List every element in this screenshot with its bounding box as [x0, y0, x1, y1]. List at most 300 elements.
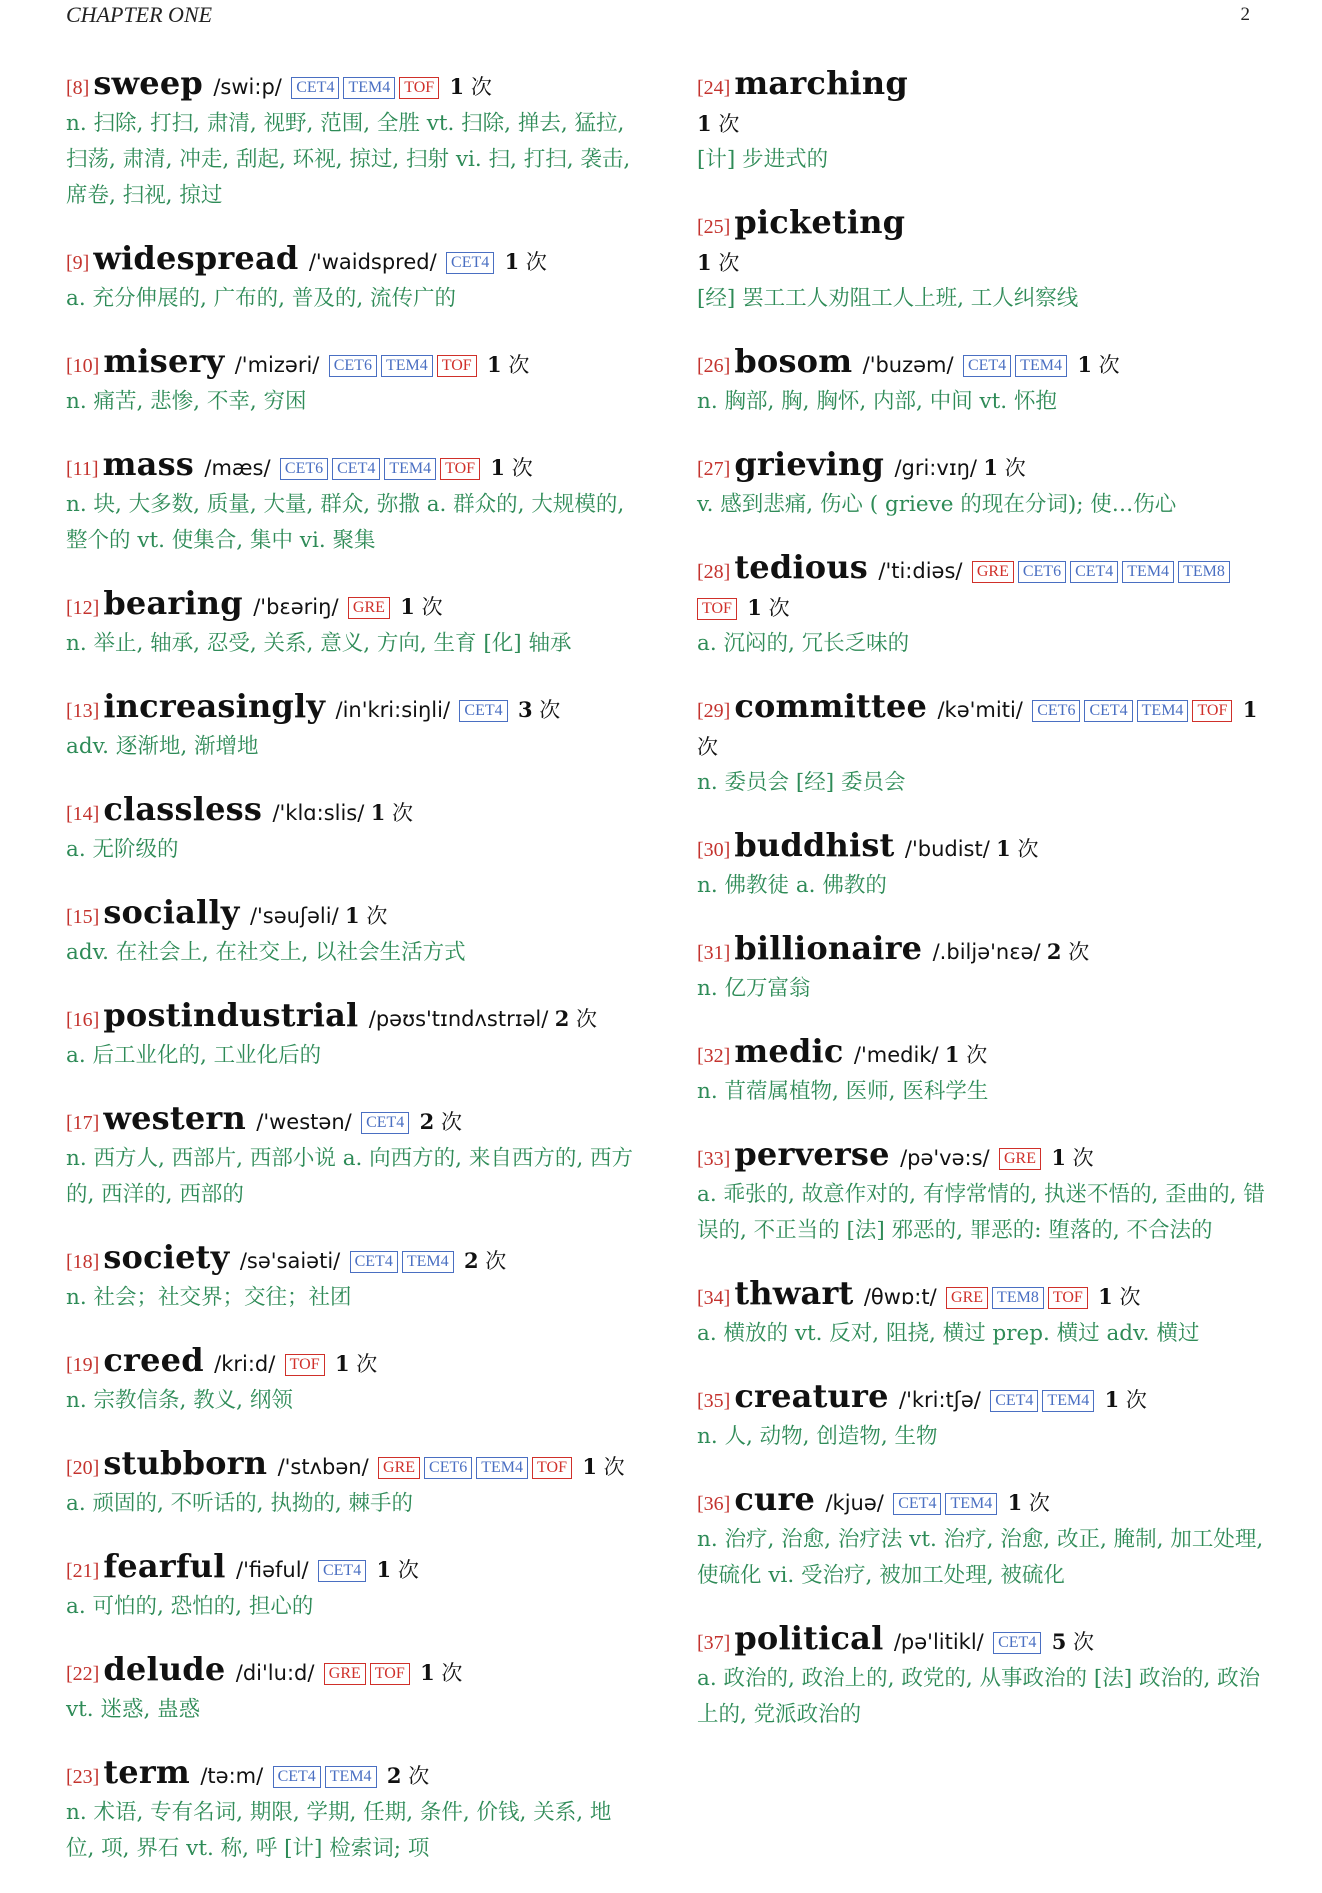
entry-definition: n. 术语, 专有名词, 期限, 学期, 任期, 条件, 价钱, 关系, 地位, 项, 界石 vt. 称, 呼 [计] 检索词; 项	[66, 1800, 612, 1861]
count-number: 1	[1077, 352, 1092, 377]
entry-definition: a. 可怕的, 恐怕的, 担心的	[66, 1594, 314, 1619]
exam-tag: TOF	[1192, 700, 1232, 722]
count-unit: 次	[966, 1043, 988, 1067]
entry-definition: a. 政治的, 政治上的, 政党的, 从事政治的 [法] 政治的, 政治上的, 党派政治的	[697, 1666, 1261, 1727]
vocab-entry	[66, 1445, 636, 1522]
entry-headline	[66, 1651, 636, 1692]
count-unit: 次	[525, 250, 547, 274]
entry-phonetic: /'budist/	[904, 837, 990, 861]
count-unit: 次	[1028, 1491, 1050, 1515]
exam-tag: TEM4	[476, 1457, 528, 1479]
entry-word: bearing	[103, 584, 243, 622]
exam-tag: CET4	[318, 1560, 366, 1582]
exam-tags	[893, 1491, 1001, 1515]
count-number: 2	[419, 1109, 435, 1134]
exam-tags	[999, 1146, 1045, 1170]
entry-phonetic: /gri:vɪŋ/	[894, 456, 978, 480]
entry-index: [37]	[697, 1632, 731, 1654]
entry-index: [11]	[66, 458, 99, 480]
count-number: 1	[996, 836, 1011, 861]
entry-index: [28]	[697, 561, 731, 583]
vocab-entry	[697, 446, 1269, 523]
count-unit: 次	[1098, 353, 1120, 377]
count-unit: 次	[1017, 837, 1039, 861]
vocab-entry	[66, 1754, 636, 1867]
vocab-entry	[697, 930, 1269, 1007]
vocab-entry	[66, 585, 636, 662]
count-unit: 次	[511, 456, 533, 480]
count-number: 1	[582, 1454, 597, 1479]
entry-word: creed	[103, 1341, 204, 1379]
occurrence-count	[945, 1043, 987, 1067]
exam-tag: TOF	[437, 355, 477, 377]
entry-definition: vt. 迷惑, 蛊惑	[66, 1697, 201, 1722]
entry-headline	[697, 688, 1269, 765]
count-number: 1	[370, 800, 386, 825]
vocab-entry	[66, 1651, 636, 1728]
exam-tag: TOF	[370, 1663, 410, 1685]
occurrence-count	[1098, 1285, 1140, 1309]
exam-tag: GRE	[972, 561, 1014, 583]
entry-definition: n. 胸部, 胸, 胸怀, 内部, 中间 vt. 怀抱	[697, 389, 1057, 414]
entry-index: [21]	[66, 1560, 100, 1582]
count-unit: 次	[366, 904, 388, 928]
exam-tags	[291, 75, 443, 99]
count-number: 1	[697, 250, 712, 275]
entry-phonetic: /kri:d/	[214, 1352, 276, 1376]
vocab-entry	[66, 240, 636, 317]
occurrence-count	[464, 1249, 506, 1273]
count-number: 1	[1051, 1145, 1066, 1170]
entry-definition: adv. 逐渐地, 渐增地	[66, 734, 259, 759]
entry-headline	[66, 446, 636, 487]
page-header	[66, 0, 1256, 30]
entry-headline	[66, 894, 636, 935]
entry-word: western	[103, 1099, 246, 1137]
entry-phonetic: /'westən/	[256, 1110, 352, 1134]
entry-phonetic: /'bɛəriŋ/	[253, 595, 339, 619]
entry-phonetic: /'medik/	[853, 1043, 939, 1067]
exam-tag: CET6	[280, 458, 328, 480]
exam-tag: TEM4	[945, 1493, 997, 1515]
count-number: 1	[487, 352, 502, 377]
occurrence-count	[420, 1110, 462, 1134]
count-unit: 次	[356, 1352, 378, 1376]
entry-phonetic: /in'kri:siŋli/	[335, 698, 451, 722]
entry-word: fearful	[103, 1547, 226, 1585]
exam-tag: CET4	[459, 700, 507, 722]
entry-index: [23]	[66, 1766, 100, 1788]
exam-tag: CET4	[993, 1632, 1041, 1654]
entry-definition: n. 宗教信条, 教义, 纲领	[66, 1388, 293, 1413]
entry-headline	[66, 1445, 636, 1486]
entry-index: [27]	[697, 458, 731, 480]
count-unit: 次	[421, 595, 443, 619]
count-number: 5	[1051, 1629, 1067, 1654]
entry-definition: n. 人, 动物, 创造物, 生物	[697, 1424, 938, 1449]
entry-headline	[66, 240, 636, 281]
exam-tag: CET6	[1018, 561, 1066, 583]
entry-headline	[66, 791, 636, 832]
exam-tag: CET4	[1070, 561, 1118, 583]
exam-tag: GRE	[999, 1148, 1041, 1170]
count-number: 1	[400, 594, 415, 619]
entry-word: cure	[734, 1480, 816, 1518]
exam-tag: TOF	[440, 458, 480, 480]
entry-definition: adv. 在社会上, 在社交上, 以社会生活方式	[66, 940, 466, 965]
count-number: 2	[463, 1248, 479, 1273]
exam-tag: GRE	[378, 1457, 420, 1479]
entry-headline	[697, 930, 1269, 971]
exam-tags	[324, 1661, 414, 1685]
occurrence-count	[747, 596, 789, 620]
count-number: 1	[983, 455, 998, 480]
entry-phonetic: /'stʌbən/	[277, 1455, 369, 1479]
entry-word: tedious	[734, 548, 869, 586]
vocab-entry	[66, 1100, 636, 1213]
entry-phonetic: /sə'saiəti/	[239, 1249, 341, 1273]
entry-word: bosom	[734, 342, 853, 380]
entry-index: [26]	[697, 355, 731, 377]
entry-index: [20]	[66, 1457, 100, 1479]
exam-tag: CET4	[350, 1251, 398, 1273]
count-number: 1	[376, 1557, 392, 1582]
entry-phonetic: /'klɑ:slis/	[272, 801, 365, 825]
occurrence-count	[983, 456, 1025, 480]
occurrence-count	[335, 1352, 377, 1376]
count-number: 1	[697, 111, 712, 136]
occurrence-count	[450, 75, 492, 99]
occurrence-count	[996, 837, 1038, 861]
entry-phonetic: /kə'miti/	[937, 698, 1023, 722]
count-unit: 次	[1068, 940, 1090, 964]
vocab-entry	[697, 688, 1269, 801]
entry-phonetic: /'kri:tʃə/	[899, 1388, 981, 1412]
entry-definition: n. 举止, 轴承, 忍受, 关系, 意义, 方向, 生育 [化] 轴承	[66, 631, 572, 656]
entry-headline	[66, 1100, 636, 1141]
exam-tags	[329, 353, 481, 377]
entry-definition: n. 西方人, 西部片, 西部小说 a. 向西方的, 来自西方的, 西方的, 西洋的, 西部的	[66, 1146, 634, 1207]
entry-word: increasingly	[103, 687, 326, 725]
entry-index: [22]	[66, 1663, 100, 1685]
entry-index: [19]	[66, 1354, 100, 1376]
exam-tag: TEM4	[1137, 700, 1189, 722]
count-number: 1	[420, 1660, 435, 1685]
occurrence-count	[420, 1661, 462, 1685]
entry-definition: a. 横放的 vt. 反对, 阻挠, 横过 prep. 横过 adv. 横过	[697, 1321, 1200, 1346]
exam-tags	[273, 1764, 381, 1788]
vocab-entry	[66, 894, 636, 971]
exam-tag: CET4	[963, 355, 1011, 377]
count-unit: 次	[485, 1249, 507, 1273]
entry-definition: n. 扫除, 打扫, 肃清, 视野, 范围, 全胜 vt. 扫除, 掸去, 猛拉, 扫荡, 肃清, 冲走, 刮起, 环视, 掠过, 扫射 vi. 扫, 打扫, 袭击, 席卷, 扫视, 掠过	[66, 111, 631, 208]
count-unit: 次	[1073, 1630, 1094, 1654]
page-number: 2	[1240, 4, 1250, 25]
entry-headline	[697, 446, 1269, 487]
exam-tag: GRE	[324, 1663, 366, 1685]
vocab-entry	[697, 1136, 1269, 1249]
entry-phonetic: /'ti:diəs/	[878, 559, 963, 583]
occurrence-count	[505, 250, 547, 274]
entry-word: term	[103, 1753, 190, 1791]
vocab-entry	[66, 997, 636, 1074]
count-number: 1	[490, 455, 506, 480]
exam-tags	[963, 353, 1071, 377]
entry-word: perverse	[734, 1135, 890, 1173]
entry-word: delude	[103, 1650, 226, 1688]
exam-tag: TEM4	[1042, 1390, 1094, 1412]
count-unit: 次	[576, 1007, 598, 1031]
entry-index: [33]	[697, 1148, 731, 1170]
left-column	[66, 65, 636, 1893]
entry-definition: [经] 罢工工人劝阻工人上班, 工人纠察线	[697, 286, 1079, 311]
count-number: 1	[449, 74, 465, 99]
entry-phonetic: /pə'və:s/	[900, 1146, 990, 1170]
entry-index: [35]	[697, 1390, 731, 1412]
entry-definition: v. 感到悲痛, 伤心 ( grieve 的现在分词); 使…伤心	[697, 492, 1177, 517]
entry-headline	[66, 343, 636, 384]
exam-tags	[361, 1110, 413, 1134]
exam-tag: CET4	[273, 1766, 321, 1788]
entry-word: creature	[734, 1377, 889, 1415]
count-number: 1	[1007, 1490, 1023, 1515]
count-unit: 次	[1125, 1388, 1147, 1412]
entry-word: widespread	[93, 239, 299, 277]
entry-word: society	[103, 1238, 230, 1276]
count-number: 1	[1104, 1387, 1120, 1412]
vocab-entry	[697, 204, 1269, 317]
count-number: 2	[554, 1006, 570, 1031]
exam-tags	[459, 698, 511, 722]
entry-headline	[66, 688, 636, 729]
count-unit: 次	[440, 1110, 462, 1134]
occurrence-count	[371, 801, 413, 825]
entry-definition: [计] 步进式的	[697, 147, 829, 172]
entry-headline	[66, 1342, 636, 1383]
exam-tag: CET6	[424, 1457, 472, 1479]
occurrence-count	[387, 1764, 429, 1788]
entry-headline	[697, 1620, 1269, 1661]
count-number: 1	[944, 1042, 960, 1067]
entry-headline	[697, 1275, 1269, 1316]
entry-index: [9]	[66, 252, 90, 274]
entry-headline	[697, 204, 1269, 281]
count-unit: 次	[397, 1558, 419, 1582]
vocab-entry	[697, 1275, 1269, 1352]
exam-tag: CET4	[291, 77, 339, 99]
entry-definition: n. 亿万富翁	[697, 976, 811, 1001]
count-number: 1	[504, 249, 520, 274]
exam-tag: TEM4	[1015, 355, 1067, 377]
entry-word: classless	[103, 790, 263, 828]
entry-headline	[697, 549, 1269, 626]
count-unit: 次	[718, 251, 740, 275]
count-unit: 次	[697, 735, 718, 759]
entry-index: [14]	[66, 803, 100, 825]
entry-index: [30]	[697, 839, 731, 861]
count-unit: 次	[718, 112, 740, 136]
entry-headline	[697, 1136, 1269, 1177]
count-unit: 次	[441, 1661, 463, 1685]
exam-tag: CET6	[1032, 700, 1080, 722]
count-number: 1	[1098, 1284, 1113, 1309]
vocab-entry	[697, 1378, 1269, 1455]
entry-word: postindustrial	[103, 996, 359, 1034]
entry-index: [29]	[697, 700, 731, 722]
count-number: 3	[517, 697, 533, 722]
exam-tag: TEM4	[402, 1251, 454, 1273]
count-unit: 次	[392, 801, 413, 825]
entry-definition: n. 佛教徒 a. 佛教的	[697, 873, 887, 898]
entry-word: mass	[102, 445, 195, 483]
entry-phonetic: /kjuə/	[825, 1491, 884, 1515]
entry-phonetic: /tə:m/	[200, 1764, 264, 1788]
vocab-entry	[697, 1481, 1269, 1594]
vocab-entry	[66, 343, 636, 420]
exam-tag: TOF	[697, 598, 737, 620]
vocab-entry	[697, 549, 1269, 662]
entry-definition: a. 乖张的, 故意作对的, 有悖常情的, 执迷不悟的, 歪曲的, 错误的, 不正当的 [法] 邪恶的, 罪恶的: 堕落的, 不合法的	[697, 1182, 1265, 1243]
entry-index: [15]	[66, 906, 100, 928]
entry-phonetic: /pəʊs'tɪndʌstrɪəl/	[368, 1007, 549, 1031]
exam-tag: TOF	[285, 1354, 325, 1376]
exam-tag: GRE	[946, 1287, 988, 1309]
count-unit: 次	[603, 1455, 625, 1479]
exam-tags	[318, 1558, 370, 1582]
vocab-entry	[66, 65, 636, 214]
exam-tags	[946, 1285, 1092, 1309]
entry-index: [34]	[697, 1287, 731, 1309]
exam-tag: TOF	[399, 77, 439, 99]
entry-phonetic: /'fiəful/	[236, 1558, 309, 1582]
entry-headline	[697, 1481, 1269, 1522]
entry-word: misery	[103, 342, 225, 380]
count-unit: 次	[539, 698, 561, 722]
entry-phonetic: /di'lu:d/	[235, 1661, 315, 1685]
entry-word: stubborn	[103, 1444, 268, 1482]
exam-tag: TEM4	[381, 355, 433, 377]
entry-word: socially	[103, 893, 240, 931]
count-number: 2	[386, 1763, 402, 1788]
entry-headline	[66, 65, 636, 106]
occurrence-count	[1047, 940, 1089, 964]
entry-word: medic	[734, 1032, 844, 1070]
occurrence-count	[490, 456, 532, 480]
entry-word: picketing	[734, 203, 906, 241]
exam-tags	[348, 595, 394, 619]
count-unit: 次	[508, 353, 530, 377]
right-column	[697, 65, 1269, 1759]
entry-definition: a. 沉闷的, 冗长乏味的	[697, 631, 910, 656]
exam-tag: TOF	[1048, 1287, 1088, 1309]
exam-tag: TEM4	[384, 458, 436, 480]
vocab-entry	[697, 343, 1269, 420]
count-unit: 次	[1119, 1285, 1141, 1309]
entry-definition: n. 社会；社交界；交往；社团	[66, 1285, 352, 1310]
exam-tags	[993, 1630, 1045, 1654]
occurrence-count	[555, 1007, 597, 1031]
entry-phonetic: /'buzəm/	[862, 353, 954, 377]
occurrence-count	[345, 904, 387, 928]
entry-headline	[697, 1033, 1269, 1074]
entry-definition: n. 治疗, 治愈, 治疗法 vt. 治疗, 治愈, 改正, 腌制, 加工处理, 使硫化 vi. 受治疗, 被加工处理, 被硫化	[697, 1527, 1264, 1588]
exam-tags	[378, 1455, 576, 1479]
entry-index: [25]	[697, 216, 731, 238]
entry-definition: n. 苜蓿属植物, 医师, 医科学生	[697, 1079, 989, 1104]
vocab-entry	[66, 1239, 636, 1316]
occurrence-count	[1052, 1630, 1094, 1654]
entry-index: [12]	[66, 597, 100, 619]
entry-word: buddhist	[734, 826, 895, 864]
entry-headline	[697, 1378, 1269, 1419]
exam-tag: TEM4	[325, 1766, 377, 1788]
entry-word: billionaire	[734, 929, 923, 967]
exam-tags	[280, 456, 484, 480]
exam-tag: TEM4	[343, 77, 395, 99]
vocab-entry	[66, 446, 636, 559]
entry-word: thwart	[734, 1274, 854, 1312]
entry-index: [16]	[66, 1009, 100, 1031]
entry-definition: a. 后工业化的, 工业化后的	[66, 1043, 322, 1068]
entry-index: [36]	[697, 1493, 731, 1515]
occurrence-count	[697, 251, 739, 275]
vocab-entry	[697, 1620, 1269, 1733]
vocab-entry	[66, 1342, 636, 1419]
exam-tags	[990, 1388, 1098, 1412]
entry-word: marching	[734, 64, 908, 102]
entry-phonetic: /swi:p/	[213, 75, 282, 99]
exam-tag: CET4	[893, 1493, 941, 1515]
occurrence-count	[697, 112, 739, 136]
entry-headline	[66, 1548, 636, 1589]
vocab-entry	[697, 65, 1269, 178]
exam-tags	[446, 250, 498, 274]
count-unit: 次	[1072, 1146, 1094, 1170]
exam-tags	[350, 1249, 458, 1273]
exam-tag: TEM8	[1178, 561, 1230, 583]
entry-headline	[697, 65, 1269, 142]
exam-tags	[285, 1352, 329, 1376]
entry-phonetic: /θwɒ:t/	[863, 1285, 937, 1309]
vocab-entry	[66, 688, 636, 765]
entry-phonetic: /'mizəri/	[234, 353, 320, 377]
entry-definition: a. 顽固的, 不听话的, 执拗的, 棘手的	[66, 1491, 413, 1516]
entry-index: [32]	[697, 1045, 731, 1067]
entry-index: [24]	[697, 77, 731, 99]
occurrence-count	[1077, 353, 1119, 377]
occurrence-count	[1105, 1388, 1147, 1412]
count-number: 1	[345, 903, 360, 928]
exam-tag: CET6	[329, 355, 377, 377]
exam-tag: TEM4	[1122, 561, 1174, 583]
exam-tag: TOF	[532, 1457, 572, 1479]
entry-word: committee	[734, 687, 928, 725]
exam-tag: GRE	[348, 597, 390, 619]
entry-headline	[697, 343, 1269, 384]
entry-definition: a. 无阶级的	[66, 837, 179, 862]
count-unit: 次	[408, 1764, 430, 1788]
exam-tag: CET4	[446, 252, 494, 274]
vocab-entry	[66, 791, 636, 868]
count-number: 1	[747, 595, 762, 620]
occurrence-count	[400, 595, 442, 619]
entry-index: [10]	[66, 355, 100, 377]
exam-tag: CET4	[361, 1112, 409, 1134]
entry-phonetic: /mæs/	[204, 456, 271, 480]
count-unit: 次	[768, 596, 790, 620]
entry-word: political	[734, 1619, 884, 1657]
exam-tag: TEM8	[992, 1287, 1044, 1309]
